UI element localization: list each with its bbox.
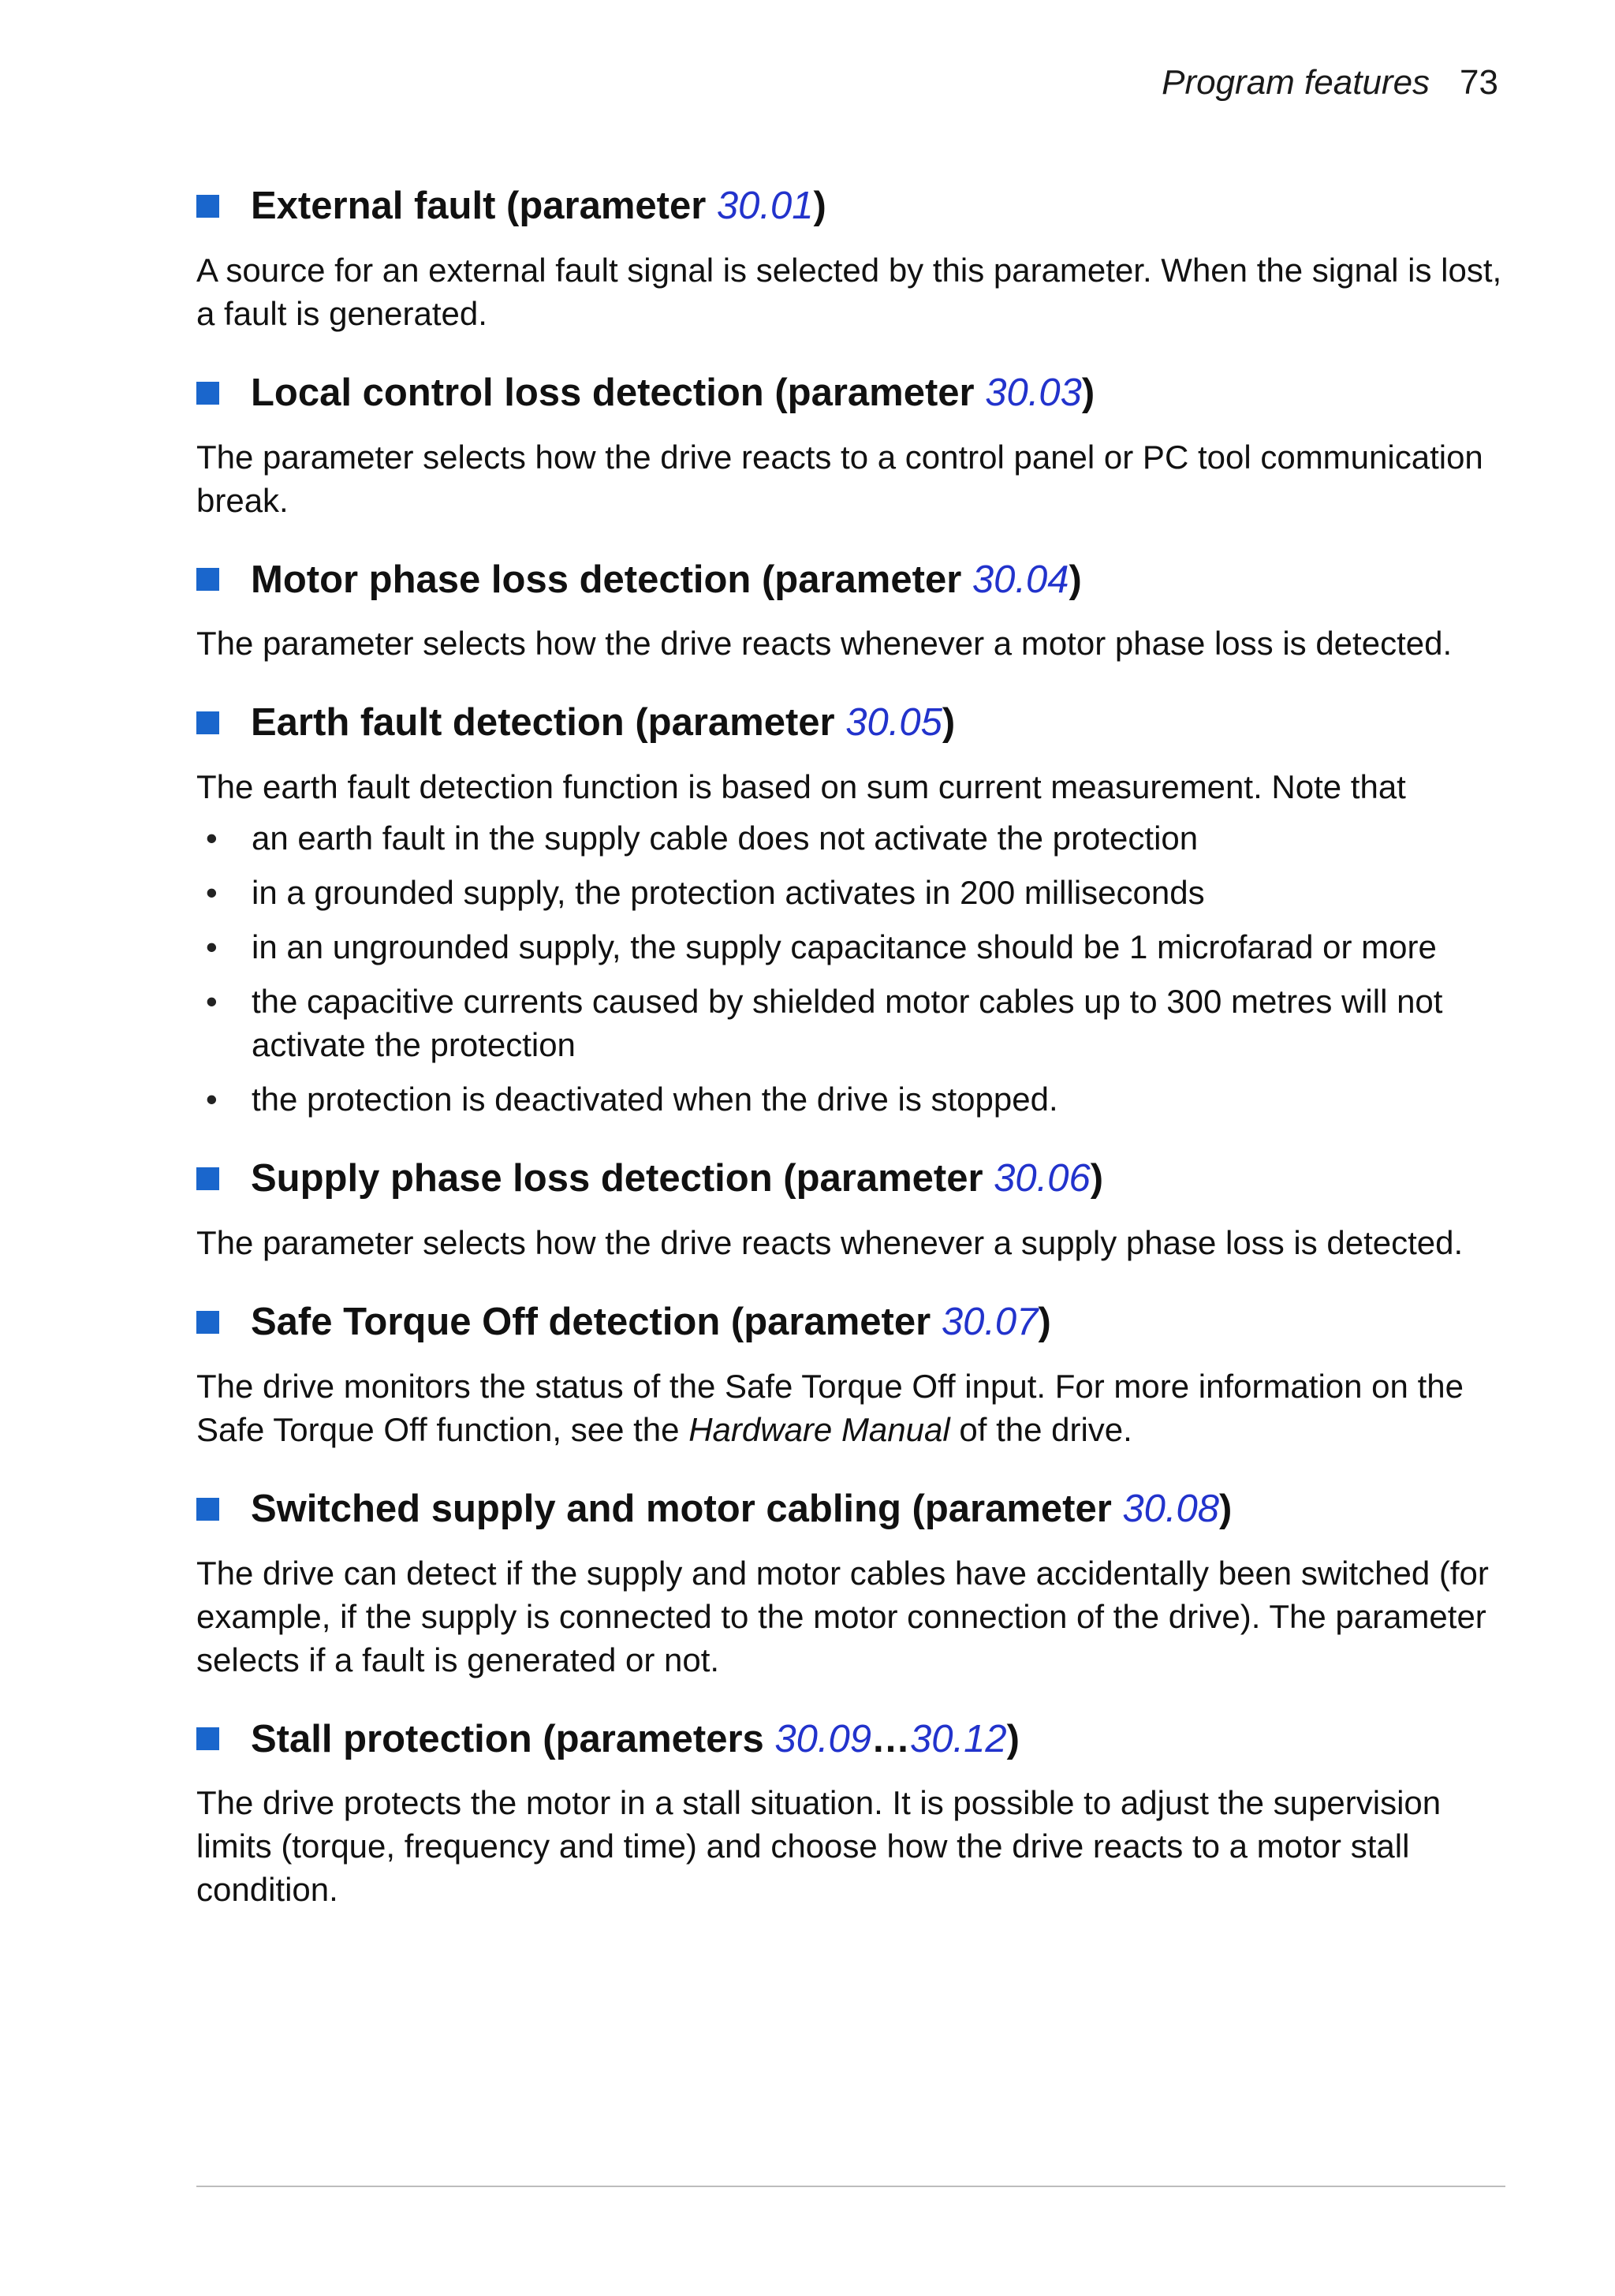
section-local-control-loss [196, 370, 1505, 522]
section-motor-phase-loss [196, 557, 1505, 666]
section-stall-protection [196, 1716, 1505, 1912]
bullet-square-icon [196, 382, 219, 405]
parameter-link[interactable]: 30.12 [910, 1717, 1007, 1760]
parameter-link[interactable]: 30.08 [1122, 1487, 1220, 1530]
section-heading: Supply phase loss detection (parameter 30.06) [196, 1155, 1505, 1202]
parameter-link[interactable]: 30.07 [941, 1300, 1039, 1343]
bullet-square-icon [196, 711, 219, 734]
section-body: The drive monitors the status of the Safe Torque Off input. For more information on the Safe Torque Off function, see the Hardware Manual of the drive. [196, 1367, 1464, 1448]
section-heading: Local control loss detection (parameter 30.03) [196, 370, 1505, 416]
bullet-square-icon [196, 195, 219, 218]
heading-text: Earth fault detection (parameter [251, 701, 846, 745]
page-number: 73 [1460, 63, 1498, 102]
section-earth-fault [196, 700, 1505, 1121]
footer-divider [196, 2186, 1505, 2187]
section-heading: Motor phase loss detection (parameter 30.04) [196, 557, 1505, 603]
heading-text: Motor phase loss detection (parameter [251, 558, 972, 601]
heading-text: Local control loss detection (parameter [251, 371, 986, 414]
section-body: The earth fault detection function is based on sum current measurement. Note that [196, 768, 1406, 806]
bullet-square-icon [196, 1311, 219, 1334]
bullet-square-icon [196, 1727, 219, 1750]
section-body: A source for an external fault signal is selected by this parameter. When the signal is lost, a fault is generated. [196, 251, 1502, 332]
parameter-link[interactable]: 30.05 [845, 701, 942, 745]
section-heading: External fault (parameter 30.01) [196, 183, 1505, 230]
section-external-fault [196, 183, 1505, 335]
running-header [1162, 63, 1498, 103]
section-body: The parameter selects how the drive reacts whenever a motor phase loss is detected. [196, 625, 1453, 663]
bullet-square-icon [196, 1498, 219, 1521]
heading-text: Supply phase loss detection (parameter [251, 1157, 994, 1200]
heading-text: Safe Torque Off detection (parameter [251, 1300, 942, 1343]
section-heading: Safe Torque Off detection (parameter 30.07) [196, 1299, 1505, 1346]
section-heading: Earth fault detection (parameter 30.05) [196, 700, 1505, 746]
section-body: The parameter selects how the drive reacts whenever a supply phase loss is detected. [196, 1223, 1464, 1261]
parameter-link[interactable]: 30.09 [774, 1717, 872, 1760]
parameter-link[interactable]: 30.06 [994, 1157, 1091, 1200]
section-body: The parameter selects how the drive reacts to a control panel or PC tool communication break. [196, 438, 1483, 519]
manual-title: Hardware Manual [688, 1410, 950, 1448]
bullet-square-icon [196, 568, 219, 591]
bullet-list [196, 816, 1505, 1121]
heading-text: Stall protection (parameters [251, 1717, 775, 1760]
section-body: The drive protects the motor in a stall situation. It is possible to adjust the supervision limits (torque, frequency and time) and choose how the drive reacts to a motor stall condition. [196, 1784, 1442, 1909]
heading-text: Switched supply and motor cabling (parameter [251, 1487, 1123, 1530]
list-item: • the protection is deactivated when the drive is stopped. [196, 1077, 1505, 1121]
parameter-link[interactable]: 30.03 [985, 371, 1082, 414]
parameter-link[interactable]: 30.01 [716, 185, 814, 227]
list-item: • in an ungrounded supply, the supply capacitance should be 1 microfarad or more [196, 925, 1505, 969]
list-item: • in a grounded supply, the protection activates in 200 milliseconds [196, 871, 1505, 914]
section-switched-cabling [196, 1486, 1505, 1682]
section-heading: Switched supply and motor cabling (parameter 30.08) [196, 1486, 1505, 1533]
list-item: • the capacitive currents caused by shielded motor cables up to 300 metres will not activate the protection [196, 980, 1505, 1066]
header-title: Program features [1162, 63, 1430, 102]
section-heading: Stall protection (parameters 30.09…30.12) [196, 1716, 1505, 1763]
section-body: The drive can detect if the supply and motor cables have accidentally been switched (for example, if the supply is connected to the motor connection of the drive). The parameter selects if a fault is generated or not. [196, 1554, 1489, 1678]
section-supply-phase-loss [196, 1155, 1505, 1264]
heading-text: External fault (parameter [251, 185, 717, 227]
parameter-link[interactable]: 30.04 [972, 558, 1069, 601]
list-item: • an earth fault in the supply cable does not activate the protection [196, 816, 1505, 860]
section-safe-torque-off [196, 1299, 1505, 1451]
bullet-square-icon [196, 1167, 219, 1190]
page-content [196, 183, 1505, 1946]
